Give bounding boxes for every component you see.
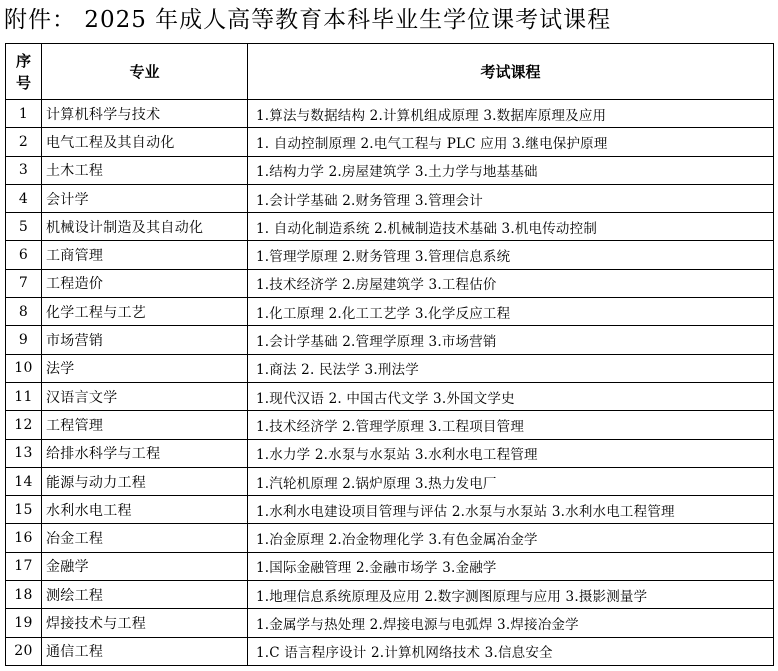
header-courses: 考试课程 xyxy=(248,44,774,100)
table-row xyxy=(6,128,774,156)
row-number: 1 xyxy=(6,100,42,128)
row-major: 工程造价 xyxy=(42,269,248,297)
table-row xyxy=(6,213,774,241)
row-major: 汉语言文学 xyxy=(42,382,248,410)
row-number: 4 xyxy=(6,184,42,212)
table-row xyxy=(6,241,774,269)
table-row xyxy=(6,496,774,524)
table-row xyxy=(6,411,774,439)
table-body xyxy=(6,100,774,666)
row-courses: 1.会计学基础 2.管理学原理 3.市场营销 xyxy=(248,326,774,354)
row-major: 工程管理 xyxy=(42,411,248,439)
row-number: 20 xyxy=(6,637,42,665)
table-row xyxy=(6,184,774,212)
row-number: 11 xyxy=(6,382,42,410)
row-major: 测绘工程 xyxy=(42,581,248,609)
table-row xyxy=(6,298,774,326)
row-major: 冶金工程 xyxy=(42,524,248,552)
row-major: 土木工程 xyxy=(42,156,248,184)
table-row xyxy=(6,524,774,552)
row-courses: 1.算法与数据结构 2.计算机组成原理 3.数据库原理及应用 xyxy=(248,100,774,128)
row-major: 化学工程与工艺 xyxy=(42,298,248,326)
row-courses: 1.水力学 2.水泵与水泵站 3.水利水电工程管理 xyxy=(248,439,774,467)
row-courses: 1.国际金融管理 2.金融市场学 3.金融学 xyxy=(248,552,774,580)
row-major: 给排水科学与工程 xyxy=(42,439,248,467)
row-major: 法学 xyxy=(42,354,248,382)
row-courses: 1.C 语言程序设计 2.计算机网络技术 3.信息安全 xyxy=(248,637,774,665)
table-row xyxy=(6,382,774,410)
table-row xyxy=(6,354,774,382)
header-major: 专业 xyxy=(42,44,248,100)
row-number: 12 xyxy=(6,411,42,439)
row-major: 水利水电工程 xyxy=(42,496,248,524)
row-courses: 1.水利水电建设项目管理与评估 2.水泵与水泵站 3.水利水电工程管理 xyxy=(248,496,774,524)
row-courses: 1.技术经济学 2.房屋建筑学 3.工程估价 xyxy=(248,269,774,297)
row-courses: 1.现代汉语 2. 中国古代文学 3.外国文学史 xyxy=(248,382,774,410)
row-number: 15 xyxy=(6,496,42,524)
row-courses: 1.金属学与热处理 2.焊接电源与电弧焊 3.焊接冶金学 xyxy=(248,609,774,637)
table-row xyxy=(6,100,774,128)
row-number: 9 xyxy=(6,326,42,354)
row-number: 7 xyxy=(6,269,42,297)
table-row xyxy=(6,609,774,637)
table-row xyxy=(6,156,774,184)
row-number: 6 xyxy=(6,241,42,269)
row-number: 19 xyxy=(6,609,42,637)
row-courses: 1.结构力学 2.房屋建筑学 3.土力学与地基基础 xyxy=(248,156,774,184)
row-major: 电气工程及其自动化 xyxy=(42,128,248,156)
header-serial-line1: 序 xyxy=(15,51,31,70)
row-number: 18 xyxy=(6,581,42,609)
row-courses: 1. 自动化制造系统 2.机械制造技术基础 3.机电传动控制 xyxy=(248,213,774,241)
table-row xyxy=(6,637,774,665)
row-courses: 1.会计学基础 2.财务管理 3.管理会计 xyxy=(248,184,774,212)
table-header-row xyxy=(6,44,774,100)
row-major: 通信工程 xyxy=(42,637,248,665)
row-major: 机械设计制造及其自动化 xyxy=(42,213,248,241)
row-number: 2 xyxy=(6,128,42,156)
table-row xyxy=(6,439,774,467)
table-row xyxy=(6,269,774,297)
course-table xyxy=(5,43,774,666)
row-courses: 1. 自动控制原理 2.电气工程与 PLC 应用 3.继电保护原理 xyxy=(248,128,774,156)
header-serial-line2: 号 xyxy=(15,73,31,92)
row-major: 市场营销 xyxy=(42,326,248,354)
row-number: 10 xyxy=(6,354,42,382)
header-serial-number xyxy=(6,44,42,100)
row-major: 焊接技术与工程 xyxy=(42,609,248,637)
row-courses: 1.地理信息系统原理及应用 2.数字测图原理与应用 3.摄影测量学 xyxy=(248,581,774,609)
row-number: 16 xyxy=(6,524,42,552)
page-title: 附件： 2025 年成人高等教育本科毕业生学位课考试课程 xyxy=(4,7,612,33)
row-courses: 1.化工原理 2.化工工艺学 3.化学反应工程 xyxy=(248,298,774,326)
table-row xyxy=(6,581,774,609)
row-major: 能源与动力工程 xyxy=(42,467,248,495)
row-number: 14 xyxy=(6,467,42,495)
row-number: 13 xyxy=(6,439,42,467)
table-row xyxy=(6,467,774,495)
row-number: 8 xyxy=(6,298,42,326)
row-number: 17 xyxy=(6,552,42,580)
row-courses: 1.汽轮机原理 2.锅炉原理 3.热力发电厂 xyxy=(248,467,774,495)
row-major: 会计学 xyxy=(42,184,248,212)
row-major: 工商管理 xyxy=(42,241,248,269)
row-major: 计算机科学与技术 xyxy=(42,100,248,128)
row-courses: 1.技术经济学 2.管理学原理 3.工程项目管理 xyxy=(248,411,774,439)
row-courses: 1.商法 2. 民法学 3.刑法学 xyxy=(248,354,774,382)
table-row xyxy=(6,326,774,354)
row-courses: 1.管理学原理 2.财务管理 3.管理信息系统 xyxy=(248,241,774,269)
row-number: 3 xyxy=(6,156,42,184)
row-major: 金融学 xyxy=(42,552,248,580)
row-courses: 1.冶金原理 2.冶金物理化学 3.有色金属冶金学 xyxy=(248,524,774,552)
row-number: 5 xyxy=(6,213,42,241)
table-row xyxy=(6,552,774,580)
